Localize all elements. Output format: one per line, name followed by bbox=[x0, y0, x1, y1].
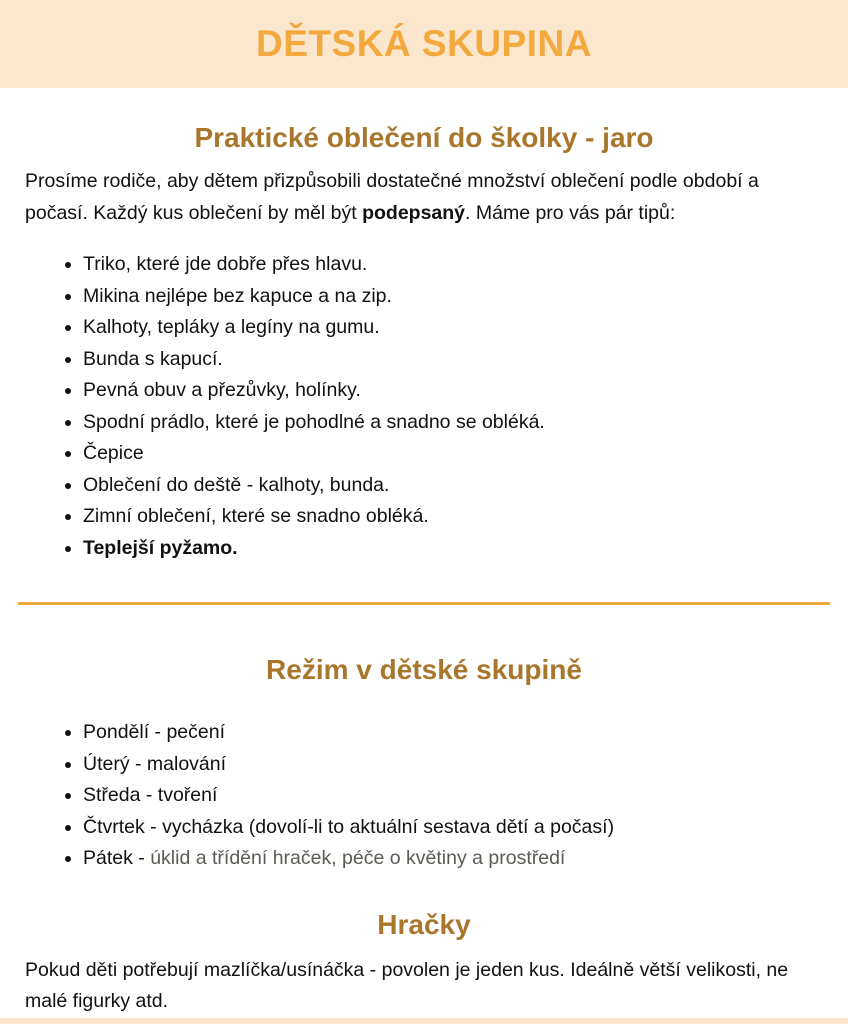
friday-activities-text: úklid a třídění hraček, péče o květiny a prostředí bbox=[150, 847, 566, 869]
list-item: • Oblečení do deště - kalhoty, bunda. bbox=[83, 470, 823, 502]
list-item-bold: • Teplejší pyžamo. bbox=[83, 533, 823, 565]
list-item: • Zimní oblečení, které se snadno obléká. bbox=[83, 501, 823, 533]
content-area bbox=[0, 121, 848, 1018]
clothing-intro-paragraph bbox=[25, 166, 823, 229]
header-banner bbox=[0, 0, 848, 88]
list-item: • Pevná obuv a přezůvky, holínky. bbox=[83, 375, 823, 407]
clothing-intro-bold-word: podepsaný bbox=[362, 201, 466, 224]
list-item-friday bbox=[83, 843, 823, 875]
section-divider bbox=[18, 602, 830, 605]
clothing-intro-text-start: Prosíme rodiče, aby dětem přizpůsobili dostatečné množství oblečení podle období a počasí. Každý kus oblečení by měl být bbox=[25, 170, 759, 224]
list-item: • Úterý - malování bbox=[83, 749, 823, 781]
friday-label: Pátek - bbox=[83, 847, 151, 869]
list-item: • Pondělí - pečení bbox=[83, 717, 823, 749]
list-item: • Spodní prádlo, které je pohodlné a snadno se obléká. bbox=[83, 407, 823, 439]
clothing-intro-text-end: . Máme pro vás pár tipů: bbox=[465, 201, 676, 224]
clothing-section-heading: Praktické oblečení do školky - jaro bbox=[194, 122, 654, 153]
toys-paragraph: Pokud děti potřebují mazlíčka/usínáčka - povolen je jeden kus. Ideálně větší velikosti, ne malé figurky atd. bbox=[25, 958, 789, 1012]
schedule-section-heading: Režim v dětské skupině bbox=[266, 654, 582, 685]
page-title: DĚTSKÁ SKUPINA bbox=[256, 23, 592, 64]
list-item: • Triko, které jde dobře přes hlavu. bbox=[83, 249, 823, 281]
list-item: • Mikina nejlépe bez kapuce a na zip. bbox=[83, 281, 823, 313]
schedule-list bbox=[25, 717, 823, 875]
list-item: • Čepice bbox=[83, 438, 823, 470]
list-item: • Čtvrtek - vycházka (dovolí-li to aktuální sestava dětí a počasí) bbox=[83, 812, 823, 844]
footer-banner bbox=[0, 1018, 848, 1024]
toys-section-heading: Hračky bbox=[377, 908, 471, 940]
clothing-list bbox=[25, 249, 823, 564]
list-item: • Středa - tvoření bbox=[83, 780, 823, 812]
list-item: • Bunda s kapucí. bbox=[83, 344, 823, 376]
list-item: • Kalhoty, tepláky a legíny na gumu. bbox=[83, 312, 823, 344]
